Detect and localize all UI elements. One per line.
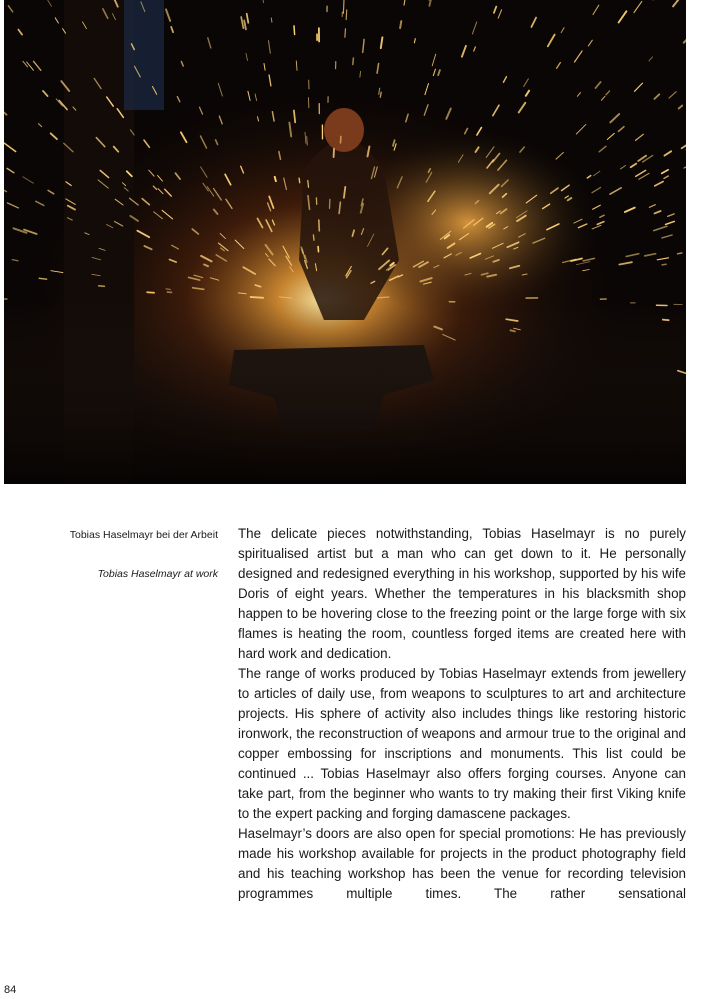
spark-streak xyxy=(271,18,272,22)
spark-streak xyxy=(377,297,389,298)
spark-streak xyxy=(313,235,314,240)
spark-streak xyxy=(99,286,105,287)
spark-streak xyxy=(343,0,344,13)
spark-streak xyxy=(307,137,308,146)
photo-caption-english: Tobias Haselmayr at work xyxy=(97,568,218,580)
page-number: 84 xyxy=(4,984,17,996)
spark-streak xyxy=(308,98,309,108)
spark-streak xyxy=(308,180,309,187)
spark-streak xyxy=(662,264,666,265)
spark-streak xyxy=(678,253,683,254)
spark-streak xyxy=(251,297,264,298)
spark-streak xyxy=(275,177,276,181)
spark-streak xyxy=(511,330,515,331)
spark-streak xyxy=(360,71,361,77)
spark-streak xyxy=(319,220,320,231)
article-paragraph-3: Haselmayr’s doors are also open for special promotions: He has previously made his workshop available for projects in the product photography field and his teaching workshop has been the venue for recording television programmes multiple times. The rather sensational xyxy=(238,826,686,901)
spark-streak xyxy=(353,58,354,64)
spark-streak xyxy=(166,289,170,290)
spark-streak xyxy=(400,21,401,28)
article-body xyxy=(238,524,686,904)
spark-streak xyxy=(380,92,381,97)
spark-streak xyxy=(346,10,347,20)
blacksmith-photo xyxy=(4,0,686,484)
spark-streak xyxy=(39,278,46,279)
spark-streak xyxy=(663,320,669,321)
spark-streak xyxy=(299,178,300,183)
blacksmith-sparks-image xyxy=(4,0,686,484)
article-paragraph-2: The range of works produced by Tobias Haselmayr extends from jewellery to articles of daily use, from weapons to sculptures to art and architecture projects. His sphere of activity also includes things like restoring historic ironwork, the reconstruction of weapons and armour true to the original and copper embossing for inscriptions and monuments. This list could be continued ... Tobias Haselmayr also offers forging courses. Anyone can take part, from the beginner who wants to try making their first Viking knife to the expert packing and forging damascene packages. xyxy=(238,666,686,821)
article-paragraph-1: The delicate pieces notwithstanding, Tobias Haselmayr is no purely spiritualised artist but a man who can get down to it. He personally designed and redesigned everything in his workshop, supported by his wife Doris of eight years. Whether the temperatures in his blacksmith shop happen to be hovering close to the freezing point or the large forge with six flames is heating the room, countless forged items are created here with hard work and dedication. xyxy=(238,526,686,661)
spark-streak xyxy=(147,292,154,293)
spark-streak xyxy=(294,26,295,35)
spark-streak xyxy=(345,29,346,38)
photo-caption-german: Tobias Haselmayr bei der Arbeit xyxy=(69,529,218,541)
